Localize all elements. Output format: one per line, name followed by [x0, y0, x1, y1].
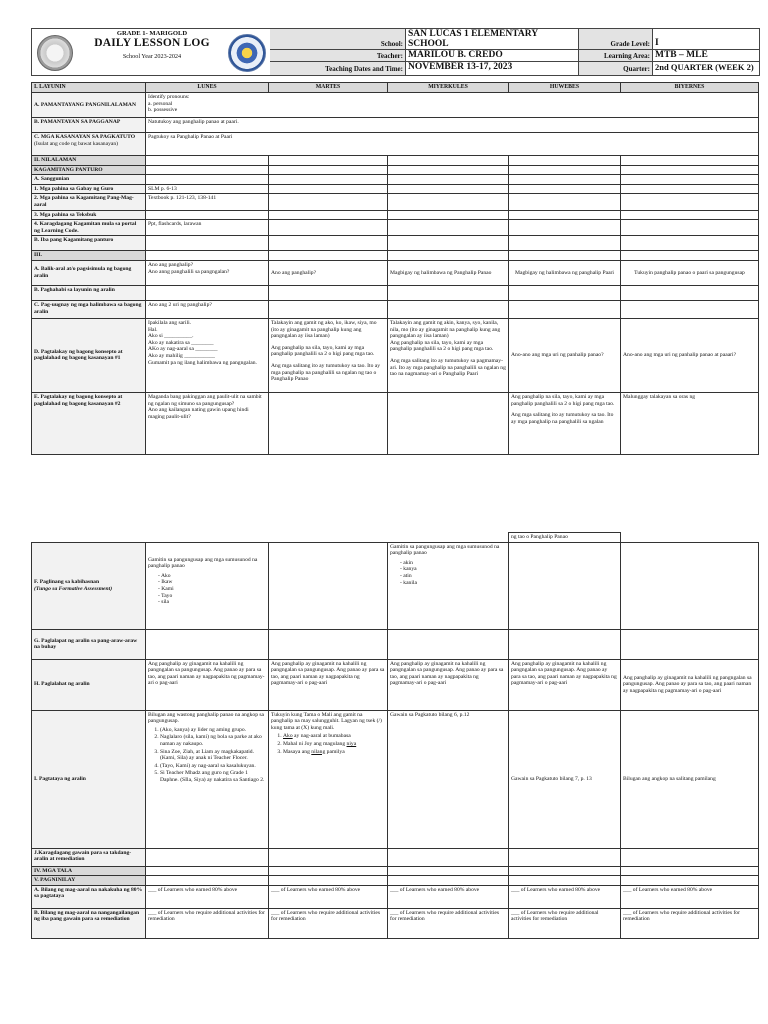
pagtalakay-1-martes-p2: Ang panghalip na sila, tayo, kami ay mga panghalip panghalili sa 2 o higi pang mga tao. [271, 344, 375, 358]
pagtalakay-1-miyerkules-p1: Talakayin ang gamit ng akin, kanya, syo, kanila, nila, mo (ito ay ginagamit na panghalip kung ang pangngalan ay iisa laman) [390, 319, 501, 340]
kasanayan-label: C. MGA KASANAYAN SA PAGKATUTO [34, 134, 136, 140]
pagtalakay-1-lunes-line: Ako ay mahilig ___________ [148, 352, 215, 359]
learning-resource-lunes: Ppt, flashcards, larawan [146, 220, 269, 236]
pagtalakay-1-biyernes: Ano-ano ang mga uri ng panhalip panao at paaari? [621, 318, 759, 392]
list-item: - kanila [400, 580, 506, 587]
pagtataya-martes [269, 710, 388, 848]
dates-label: Teaching Dates and Time: [270, 62, 406, 75]
bilang-80-miyerkules: ___ of Learners who earned 80% above [388, 885, 509, 908]
pagtalakay-2-huwebes [509, 392, 621, 454]
col-header-lunes: LUNES [146, 83, 269, 93]
paglinang-miyerkules-intro: Gamitin sa pangungusap ang mga sumusunod na panghalip panao [390, 543, 500, 557]
lesson-log-header [31, 28, 760, 76]
pag-uugnay-lunes: Ano ang 2 uri ng panghalip? [146, 300, 269, 318]
item-text: ay nag-aaral at bumabasa [292, 733, 351, 740]
pagtalakay-1-lunes-line: AKo ay nag-aaral sa ________ [148, 346, 218, 353]
balik-aral-lunes-1: Ano ang panghalip? [148, 261, 194, 268]
pagtalakay-1-miyerkules [388, 318, 509, 392]
row-mga-tala [32, 866, 759, 876]
dates-value: NOVEMBER 13-17, 2023 [406, 62, 579, 75]
row-label-kasanayan [32, 133, 146, 156]
remediation-biyernes: ___ of Learners who require additional activities for remediation [621, 908, 759, 938]
row-balik-aral [32, 260, 759, 285]
row-label-pamantayang: A. PAMANTAYANG PANGNILALAMAN [32, 93, 146, 118]
col-header-layunin: I. LAYUNIN [32, 83, 146, 93]
list-item: 4. (Tayo, Kami) ay nag-aaral sa kasalukuyan. [160, 763, 266, 770]
row-pagtataya [32, 710, 759, 848]
underlined-pronoun: niya [346, 740, 357, 747]
pagtalakay-1-martes-p1: Talakayin ang gamit ng ako, ko, ikaw, siya, mo (ito ay ginagamit na panghalip kung ang pangngalan ay iisa laman) [271, 319, 377, 340]
row-gabay [32, 184, 759, 194]
bilang-80-biyernes: ___ of Learners who earned 80% above [621, 885, 759, 908]
list-item: - Ako [158, 573, 266, 580]
pamantayang-line-1: Identify pronouns: [148, 94, 190, 100]
paglinang-sub: (Tungo sa Formative Assessment) [34, 585, 113, 592]
learning-area-value: MTB – MLE [653, 50, 759, 62]
item-text: Masaya ang [283, 748, 312, 755]
remediation-huwebes: ___ of Learners who require additional activities for remediation [509, 908, 621, 938]
row-label-paghahabi: B. Paghahabi sa layunin ng aralin [32, 285, 146, 300]
column-header-row [32, 83, 759, 93]
col-header-biyernes: BIYERNES [621, 83, 759, 93]
pagtalakay-2-huwebes-p2: Ang mga salitang ito ay tumutukoy sa tao. Ito ay mga panghalip na panghalili sa ngalan [511, 412, 614, 425]
row-label-pagganap: B. PAMANTAYAN SA PAGGANAP [32, 118, 146, 133]
pagtalakay-2-biyernes: Malunggay talakayan sa oras ng [621, 392, 759, 454]
row-label-remediation: B. Bilang ng mag-aaral na nangangailangan ng iba pang gawain para sa remediation [32, 908, 146, 938]
row-label-balik-aral: A. Balik-aral at/o pagsisimula ng bagong aralin [32, 260, 146, 285]
row-label-sanggunian: A. Sanggunian [32, 175, 146, 185]
row-label-paglalahat: H. Paglalahat ng aralin [32, 659, 146, 710]
pagtalakay-1-lunes-line: Ako ay nakatira sa ________ [148, 339, 214, 346]
item-text: Mahal ni Joy ang magulang [283, 740, 347, 747]
grade-level-label: Grade Level: [579, 29, 653, 50]
row-pag-uugnay [32, 300, 759, 318]
pagtalakay-1-lunes-line: Ako si __________. [148, 333, 194, 340]
bilang-80-lunes: ___ of Learners who earned 80% above [146, 885, 269, 908]
row-label-pagninilay: V. PAGNINILAY [32, 876, 146, 886]
row-learning-resource [32, 220, 759, 236]
balik-aral-miyerkules: Magbigay ng halimbawa ng Panghalip Panao [388, 260, 509, 285]
pagtalakay-1-miyerkules-p3: Ang mga salitang ito ay tumutukoy sa pagmamay-ari. Ito ay mga panghalip na panghalili sa ngalan ng tao na nagmamay-ari o Panghalip Paari [390, 357, 506, 378]
row-bilang-80 [32, 885, 759, 908]
bilang-80-martes: ___ of Learners who earned 80% above [269, 885, 388, 908]
pagtataya-lunes-intro: Bilugan ang wastong panghalip panao na angkop sa pangungusap. [148, 711, 265, 725]
row-label-karagdagang-gawain: J.Karagdagang gawain para sa takdang-aralin at remediation [32, 848, 146, 866]
pamantayang-line-3: b. possessive [148, 107, 178, 114]
pagtalakay-2-lunes-p2: Ano ang kailangan nating gawin upang hindi maging paulit-ulit? [148, 407, 249, 420]
row-kagamitang [32, 165, 759, 175]
list-item: - akin [400, 560, 506, 567]
row-paglinang [32, 542, 759, 629]
list-item: 2. Naglalaro (sila, kami) ng bola sa parke at ako naman ay nakaupo. [160, 734, 266, 747]
row-label-kagamitang: KAGAMITANG PANTURO [32, 165, 146, 175]
col-header-huwebes: HUWEBES [509, 83, 621, 93]
paglinang-label: F. Paglinang sa kabihasnan [34, 579, 100, 585]
pagtalakay-2-lunes-p1: Maganda bang pakinggan ang paulit-ulit na sambit ng ngalan ng simuno sa pangungusap? [148, 393, 262, 407]
paglinang-miyerkules [388, 542, 509, 629]
row-paghahabi [32, 285, 759, 300]
row-label-paglalapat: G. Paglalapat ng aralin sa pang-araw-araw na buhay [32, 629, 146, 659]
list-item: - atin [400, 573, 506, 580]
row-pagtalakay-1 [32, 318, 759, 392]
row-pamantayang [32, 93, 759, 118]
kasanayan-content: Pagtukoy sa Panghalip Panao at Paari [146, 133, 759, 156]
row-teksbuk [32, 210, 759, 220]
row-pagganap [32, 118, 759, 133]
pagtataya-huwebes: Gawain sa Pagkatuto bilang 7, p. 13 [509, 710, 621, 848]
pagtalakay-2-huwebes-p1: Ang panghalip na sila, tayo, kami ay mga panghalip panghalili sa 2 o higi pang mga tao. [511, 393, 615, 407]
balik-aral-huwebes: Magbigay ng halimbawa ng panghalip Paari [509, 260, 621, 285]
row-label-learning-resource: 4. Karagdagang Kagamitan mula sa portal ng Learning Code. [32, 220, 146, 236]
pagganap-content: Natutukoy ang panghalip panao at paari. [146, 118, 759, 133]
list-item [283, 733, 385, 740]
paglalahat-huwebes: Ang panghalip ay ginagamit na kahalili ng pangngalan sa pangungusap. Ang panao ay para sa tao, ang paari naman ay nagpapakita ng pagmamay-ari o pag-aari [509, 659, 621, 710]
pagtalakay-1-martes-p3: Ang mga salitang ito ay tumutukoy sa tao. Ito ay mga panghalip na panghalili sa ngalan ng tao o Panghalip Panao [271, 362, 381, 383]
gabay-lunes: SLM p. 6-13 [146, 184, 269, 194]
list-item: 5. Si Teacher Mhadz ang guro ng Grade 1 Daphne. (SIla, Siya) ay nakatira sa Santiago 2. [160, 770, 266, 783]
row-label-nilalaman: II. NILALAMAN [32, 156, 146, 166]
school-label: School: [270, 29, 406, 50]
pagtalakay-1-lunes-line: Hal. [148, 326, 158, 333]
row-label-pag-uugnay: C. Pag-uugnay ng mga halimbawa sa bagong aralin [32, 300, 146, 318]
lesson-plan-table-part-1 [31, 82, 759, 455]
balik-aral-lunes-2: Ano anng panghalili sa pangngalan? [148, 268, 230, 275]
list-item: - Tayo [158, 593, 266, 600]
school-year: School Year 2023-2024 [122, 53, 182, 60]
row-label-bilang-80: A. Bilang ng mag-aaral na nakakuha ng 80% sa pagtataya [32, 885, 146, 908]
pagtalakay-2-lunes [146, 392, 269, 454]
row-label-teksbuk: 3. Mga pahina sa Teksbuk [32, 210, 146, 220]
pagtalakay-1-miyerkules-p2: Ang panghalip na sila, tayo, kami ay mga panghalip panghalili sa 2 o higi pang mga tao. [390, 339, 494, 353]
document-title: DAILY LESSON LOG [94, 37, 210, 49]
row-label-paglinang [32, 542, 146, 629]
row-label-iii: III. [32, 251, 146, 261]
row-label-pagtalakay-1: D. Pagtalakay ng bagong konsepto at paglalahad ng bagong kasanayan #1 [32, 318, 146, 392]
pamantayang-content [146, 93, 759, 118]
header-info-grid [270, 29, 759, 75]
row-karagdagang-gawain [32, 848, 759, 866]
pagtataya-miyerkules: Gawain sa Pagkatuto bilang 6, p.12 [388, 710, 509, 848]
lesson-plan-table-part-2 [31, 532, 759, 939]
row-label-iba-pang-kagamitan: B. Iba pang Kagamitang panturo [32, 236, 146, 251]
col-header-miyerkules: MIYERKULES [388, 83, 509, 93]
row-continuation [32, 533, 759, 543]
list-item: - sila [158, 599, 266, 606]
row-label-pagtalakay-2: E. Pagtalakay ng bagong konsepto at paglalahad ng bagong kasanayan #2 [32, 392, 146, 454]
pagtalakay-1-martes [269, 318, 388, 392]
quarter-label: Quarter: [579, 62, 653, 75]
list-item: - kanya [400, 566, 506, 573]
row-nilalaman [32, 156, 759, 166]
row-iii [32, 251, 759, 261]
row-paglalapat [32, 629, 759, 659]
continuation-huwebes: ng tao o Panghalip Panao [509, 533, 621, 543]
row-kasanayan [32, 133, 759, 156]
pagtalakay-1-huwebes: Ano-ano ang mga uri ng panhalip panao? [509, 318, 621, 392]
teacher-value: MARILOU B. CREDO [406, 50, 579, 62]
paglalahat-miyerkules: Ang panghalip ay ginagamit na kahalili ng pangngalan sa pangungusap. Ang panao ay para sa tao, ang paari naman ay nagpapakita ng pagmamay-ari o pag-aari [388, 659, 509, 710]
item-text: pamilya [325, 748, 345, 755]
row-paglalahat [32, 659, 759, 710]
school-value: SAN LUCAS 1 ELEMENTARY SCHOOL [406, 29, 579, 50]
paglalahat-biyernes: Ang panghalip ay ginagamit na kahalili ng pangngalan sa pangungusap. Ang panao ay para sa tao, ang paari naman ay nagpapakita ng pagmamay-ari o pag-aari [621, 659, 759, 710]
paglalahat-lunes: Ang panghalip ay ginagamit na kahalili ng pangngalan sa pangungusap. Ang panao ay para sa tao, ang paari naman ay nagpapakita ng pagmamay-ari o pag-aari [146, 659, 269, 710]
remediation-miyerkules: ___ of Learners who require additional activities for remediation [388, 908, 509, 938]
row-label-gabay: 1. Mga pahina sa Gabay ng Guro [32, 184, 146, 194]
row-iba-pang-kagamitan [32, 236, 759, 251]
row-pagtalakay-2 [32, 392, 759, 454]
pamantayang-line-2: a. personal [148, 100, 173, 107]
list-item: - Ikaw [158, 579, 266, 586]
list-item [283, 749, 385, 756]
pagtalakay-1-lunes-line: Gumamit pa ng ilang halimbawa ng pangngalan. [148, 359, 257, 366]
underlined-pronoun: Ako [283, 733, 293, 740]
grade-section: GRADE 1- MARIGOLD [116, 30, 188, 37]
learning-area-label: Learning Area: [579, 50, 653, 62]
pagtataya-lunes [146, 710, 269, 848]
balik-aral-lunes [146, 260, 269, 285]
teacher-label: Teacher: [270, 50, 406, 62]
pagtalakay-1-lunes [146, 318, 269, 392]
paglinang-lunes-intro: Gamitin sa pangungusap ang mga sumusunod na panghalip panao [148, 556, 258, 570]
row-sanggunian [32, 175, 759, 185]
row-label-pagtataya: I. Pagtataya ng aralin [32, 710, 146, 848]
list-item: 3. Sina Zoe, Ziah, at Liam ay magkakapatid. (Kami, Sila) ay anak ni Teacher Flocer. [160, 749, 266, 762]
col-header-martes: MARTES [269, 83, 388, 93]
underlined-pronoun: nilang [311, 748, 326, 755]
kagamitan-mag-aaral-lunes: Textbook p. 121-123, 138-141 [146, 194, 269, 210]
grade-level-value: I [653, 29, 759, 50]
paglalahat-martes: Ang panghalip ay ginagamit na kahalili ng pangngalan sa pangungusap. Ang panao ay para sa tao, ang paari naman ay nagpapakita ng pagmamay-ari o pag-aari [269, 659, 388, 710]
pagtataya-biyernes: Bilugan ang angkop na salitang pamilang [621, 710, 759, 848]
balik-aral-martes: Ano ang panghalip? [269, 260, 388, 285]
pagtataya-martes-intro: Tukuyin kung Tama o Mali ang gamit na panghalip na may salungguhit. Lagyan ng tsek (/) kung tama at (X) kung mali. [271, 711, 382, 731]
row-remediation [32, 908, 759, 938]
quarter-value: 2nd QUARTER (WEEK 2) [655, 62, 754, 72]
bilang-80-huwebes: ___ of Learners who earned 80% above [509, 885, 621, 908]
remediation-lunes: ___ of Learners who require additional activities for remediation [146, 908, 269, 938]
list-item [283, 741, 385, 748]
pagtalakay-1-lunes-line: Ipakilala ang sarili. [148, 319, 192, 326]
paglinang-lunes [146, 542, 269, 629]
list-item: - Kami [158, 586, 266, 593]
school-seal-icon [228, 34, 266, 72]
deped-logo-icon [37, 35, 73, 71]
kasanayan-note: (Isulat ang code ng bawat kasanayan) [34, 140, 119, 147]
balik-aral-biyernes: Tukuyin panghalip panao o paari sa pangungusap [621, 260, 759, 285]
row-kagamitan-mag-aaral [32, 194, 759, 210]
list-item: 1. (Ako, kanya) ay lider ng aming grupo. [160, 727, 266, 734]
row-label-kagamitan-mag-aaral: 2. Mga pahina sa Kagamitang Pang-Mag-aaral [32, 194, 146, 210]
row-label-mga-tala: IV. MGA TALA [32, 866, 146, 876]
remediation-martes: ___ of Learners who require additional activities for remediation [269, 908, 388, 938]
row-pagninilay [32, 876, 759, 886]
